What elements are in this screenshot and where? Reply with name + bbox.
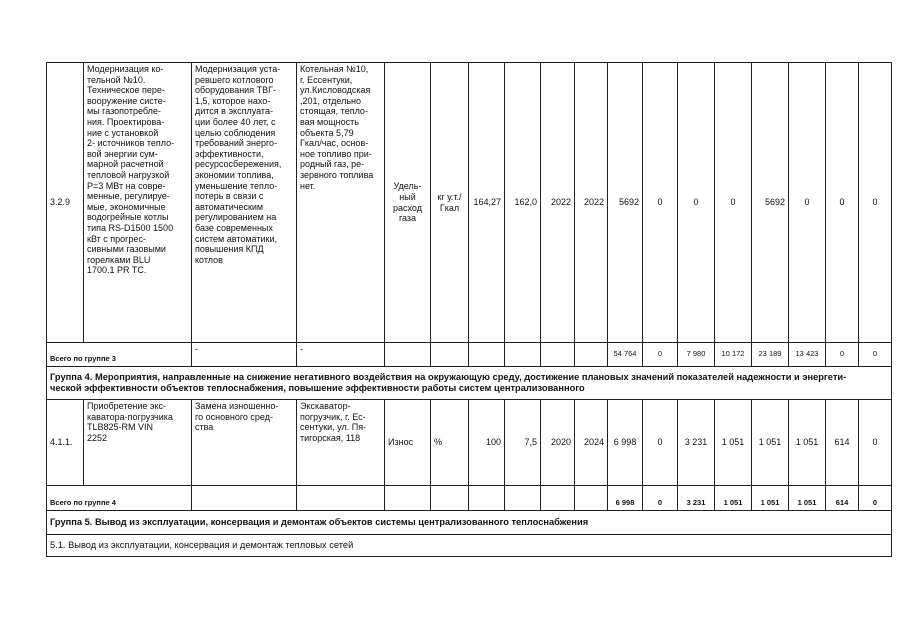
total-value: 0	[826, 343, 859, 367]
empty-cell	[192, 486, 297, 511]
measure-goal: Замена изношенно- го основного сред- ства	[192, 400, 297, 486]
row-number: 4.1.1.	[47, 400, 84, 486]
cost-year: 3 231	[678, 400, 715, 486]
indicator-name: Удель- ный расход газа	[385, 63, 431, 343]
total-value: 1 051	[752, 486, 789, 511]
empty-cell	[431, 486, 469, 511]
cost-year: 0	[859, 63, 892, 343]
total-value: 54 764	[608, 343, 643, 367]
end-year: 2022	[575, 63, 608, 343]
value-after: 162,0	[505, 63, 541, 343]
total-label: Всего по группе 3	[47, 343, 192, 367]
empty-cell	[431, 343, 469, 367]
dash-cell: -	[297, 343, 385, 367]
empty-cell	[297, 486, 385, 511]
empty-cell	[505, 486, 541, 511]
empty-cell	[385, 486, 431, 511]
value-after: 7,5	[505, 400, 541, 486]
table-row-3-2-9	[47, 63, 892, 343]
indicator-name: Износ	[385, 400, 431, 486]
cost-year: 0	[859, 400, 892, 486]
start-year: 2022	[541, 63, 575, 343]
total-value: 10 172	[715, 343, 752, 367]
total-value: 23 189	[752, 343, 789, 367]
object-location: Экскаватор- погрузчик, г. Ес- сентуки, ул. Пя- тигорская, 118	[297, 400, 385, 486]
empty-cell	[469, 343, 505, 367]
total-value: 0	[859, 486, 892, 511]
dash-cell: -	[192, 343, 297, 367]
empty-cell	[385, 343, 431, 367]
value-before: 100	[469, 400, 505, 486]
cost-year: 0	[678, 63, 715, 343]
table-row-group-5	[47, 511, 892, 535]
measure-name: Приобретение экс- каватора-погрузчика TLB825-RM VIN 2252	[84, 400, 192, 486]
start-year: 2020	[541, 400, 575, 486]
empty-cell	[469, 486, 505, 511]
cost-year: 0	[826, 63, 859, 343]
end-year: 2024	[575, 400, 608, 486]
table-row-total-group-4	[47, 486, 892, 511]
row-number: 3.2.9	[47, 63, 84, 343]
cost-year: 1 051	[789, 400, 826, 486]
total-value: 1 051	[789, 486, 826, 511]
measure-goal: Модернизация уста- ревшего котлового оборудования ТВГ- 1,5, которое нахо- дится в эксплуата- ции более 40 лет, с целью соблюдения требований энерго- эффективности, ресурсосбережения, экономии топлива, уменьшение тепло- потерь в связи с автоматическим регулированием на базе современных систем автоматики, повышения КПД котлов	[192, 63, 297, 343]
empty-cell	[541, 343, 575, 367]
cost-year: 1 051	[752, 400, 789, 486]
table-row-subgroup-5-1	[47, 535, 892, 557]
cost-year: 614	[826, 400, 859, 486]
total-value: 0	[643, 343, 678, 367]
empty-cell	[575, 343, 608, 367]
total-label: Всего по группе 4	[47, 486, 192, 511]
cost-year: 0	[789, 63, 826, 343]
cost-year: 5692	[752, 63, 789, 343]
cost-year: 1 051	[715, 400, 752, 486]
cost-total: 5692	[608, 63, 643, 343]
value-before: 164,27	[469, 63, 505, 343]
investment-program-table	[46, 62, 892, 557]
object-location: Котельная №10, г. Ессентуки, ул.Кисловодская ,201, отдельно стоящая, тепло- вая мощность объекта 5,79 Гкал/час, основ- ное топливо при- родный газ, ре- зервного топлива нет.	[297, 63, 385, 343]
total-value: 7 980	[678, 343, 715, 367]
table-row-4-1-1	[47, 400, 892, 486]
total-value: 6 998	[608, 486, 643, 511]
subgroup-5-1-title: 5.1. Вывод из эксплуатации, консервация и демонтаж тепловых сетей	[47, 535, 892, 557]
total-value: 1 051	[715, 486, 752, 511]
empty-cell	[505, 343, 541, 367]
cost-year: 0	[643, 63, 678, 343]
group-4-title: Группа 4. Мероприятия, направленные на снижение негативного воздействия на окружающую среду, достижение плановых значений показателей надежности и энергети- ческой эффективности объектов теплоснабжения, повышение эффективности работы систем централизованного	[47, 367, 892, 400]
cost-year: 0	[715, 63, 752, 343]
cost-total: 6 998	[608, 400, 643, 486]
total-value: 3 231	[678, 486, 715, 511]
empty-cell	[575, 486, 608, 511]
cost-year: 0	[643, 400, 678, 486]
empty-cell	[541, 486, 575, 511]
total-value: 13 423	[789, 343, 826, 367]
indicator-unit: %	[431, 400, 469, 486]
indicator-unit: кг у.т./ Гкал	[431, 63, 469, 343]
measure-name: Модернизация ко- тельной №10. Техническое пере- вооружение систе- мы газопотребле- ния. Проектирова- ние с установкой 2- источников тепло- вой энергии сум- марной расчетной тепловой нагрузкой Р=3 МВт на совре- менные, регулируе- мые, экономичные водогрейные котлы типа RS-D1500 1500 кВт с прогрес- сивными газовыми горелками BLU 1700.1 PR TC.	[84, 63, 192, 343]
total-value: 0	[643, 486, 678, 511]
table-row-group-4	[47, 367, 892, 400]
total-value: 614	[826, 486, 859, 511]
table-row-total-group-3	[47, 343, 892, 367]
total-value: 0	[859, 343, 892, 367]
group-5-title: Группа 5. Вывод из эксплуатации, консервация и демонтаж объектов системы централизованного теплоснабжения	[47, 511, 892, 535]
